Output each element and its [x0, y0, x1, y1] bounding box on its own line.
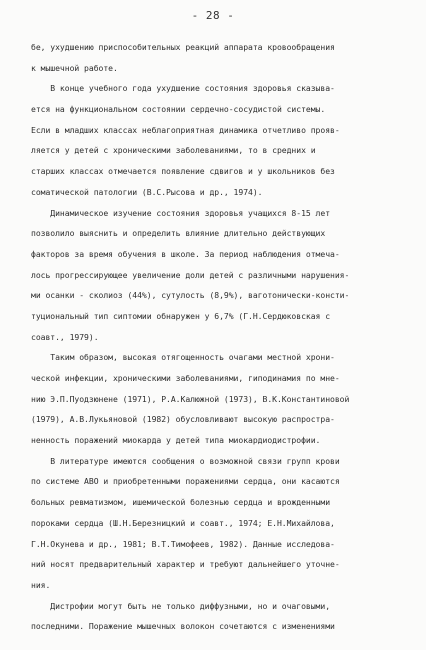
text-line: последними. Поражение мышечных волокон сочетаются с изменениями — [31, 621, 335, 632]
text-line: позволило выяснить и определить влияние длительно действующих — [31, 228, 326, 239]
paragraph — [31, 596, 401, 637]
text-line: соматической патологии (В.С.Рысова и др., 1974). — [31, 186, 263, 197]
text-line: ний носят предварительный характер и требуют дальнейшего уточне- — [31, 559, 340, 570]
text-line: Дистрофии могут быть не только диффузными, но и очаговыми, — [31, 600, 331, 611]
text-line: ми осанки - сколиоз (44%), сутулость (8,9%), ваготонически-консти- — [31, 290, 350, 301]
paragraph — [31, 203, 401, 348]
text-line: (1979), А.В.Лукьяновой (1982) обусловливают высокую распростра- — [31, 414, 335, 425]
paragraph — [31, 347, 401, 450]
document-body — [31, 37, 401, 637]
text-line: туциональный тип сиптомии обнаружен у 6,7% (Г.Н.Сердюковская с — [31, 310, 331, 321]
text-line: Таким образом, высокая отягощенность очагами местной хрони- — [31, 352, 335, 363]
text-line: ляется у детей с хроническими заболеваниями, то в средних и — [31, 145, 316, 156]
text-line: факторов за время обучения в школе. За период наблюдения отмеча- — [31, 248, 340, 259]
paragraph — [31, 78, 401, 202]
text-line: по системе АВО и приобретенными поражениями сердца, они касаются — [31, 476, 340, 487]
text-line: к мышечной работе. — [31, 62, 118, 73]
text-line: ческой инфекции, хроническими заболеваниями, гиподинамия по мне- — [31, 373, 340, 383]
text-line: больных ревматизмом, ишемической болезнью сердца и врожденными — [31, 497, 331, 508]
text-line: старших классах отмечается появление сдвигов и у школьников без — [31, 166, 335, 177]
text-line: бе, ухудшению приспособительных реакций аппарата кровообращения — [31, 42, 335, 52]
paragraph — [31, 451, 401, 596]
text-line: соавт., 1979). — [31, 331, 99, 342]
page-number: - 28 - — [191, 9, 235, 22]
paragraph — [31, 37, 401, 78]
text-line: В литературе имеются сообщения о возможной связи групп крови — [31, 455, 340, 466]
text-line: ния. — [31, 579, 51, 590]
text-line: ется на функциональном состоянии сердечно-сосудистой системы. — [31, 104, 326, 115]
text-line: нию Э.П.Пуодзюнене (1971), Р.А.Калюжной (1973), В.К.Константиновой — [31, 393, 350, 404]
text-line: Динамическое изучение состояния здоровья учащихся 8-15 лет — [31, 207, 331, 218]
text-line: Г.Н.Окуневa и др., 1981; В.Т.Тимофеев, 1982). Данные исследова- — [31, 538, 335, 549]
text-line: лось прогрессирующее увеличение доли детей с различными нарушения- — [31, 269, 350, 280]
text-line: пороками сердца (Ш.Н.Березницкий и соавт., 1974; Е.Н.Михайлова, — [31, 517, 335, 528]
text-line: ненность поражений миокарда у детей типа миокардиодистрофии. — [31, 435, 321, 446]
text-line: Если в младших классах неблагоприятная динамика отчетливо прояв- — [31, 124, 340, 135]
text-line: В конце учебного года ухудшение состояния здоровья сказыва- — [31, 83, 335, 94]
